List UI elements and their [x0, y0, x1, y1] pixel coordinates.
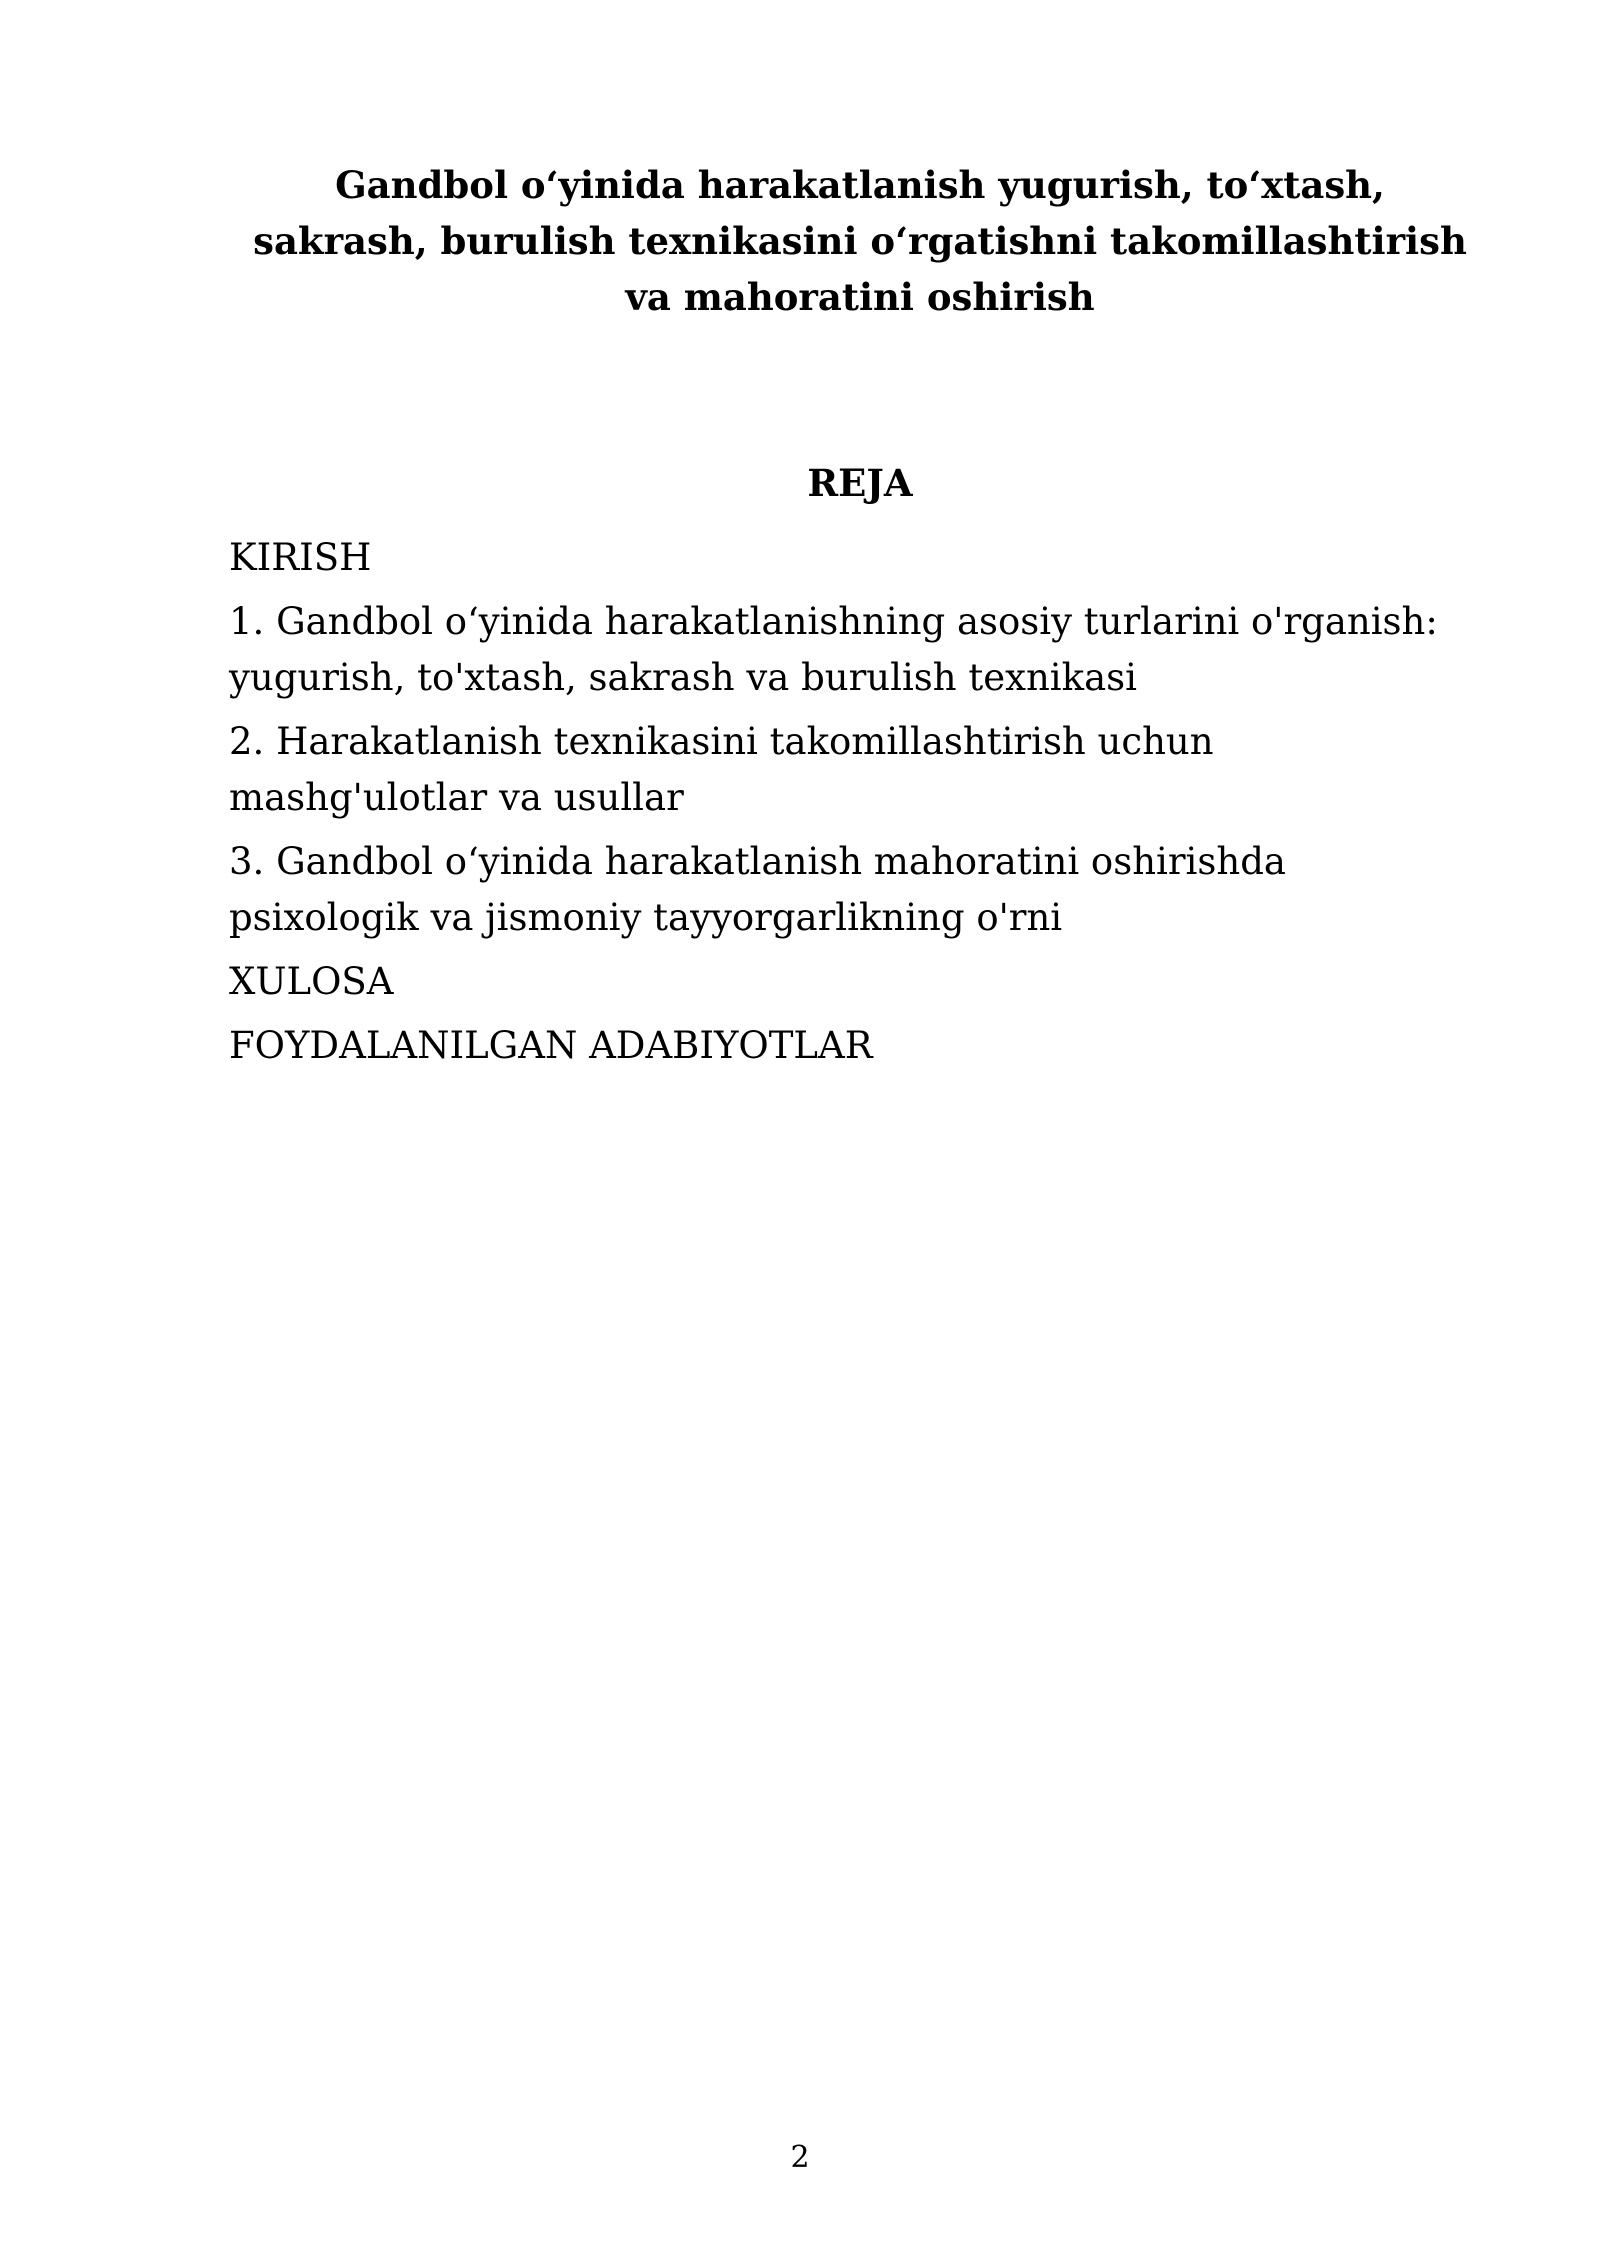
- plan-item-line: 3. Gandbol o‘yinida harakatlanish mahoratini oshirishda: [229, 840, 1286, 883]
- plan-item-1: [229, 594, 1529, 706]
- plan-item-line: psixologik va jismoniy tayyorgarlikning o'rni: [229, 896, 1063, 939]
- plan-list: [229, 530, 1529, 1082]
- title-line: Gandbol o‘yinida harakatlanish yugurish, to‘xtash,: [335, 163, 1385, 207]
- document-title: [230, 157, 1490, 325]
- plan-item-line: KIRISH: [229, 536, 372, 579]
- title-line: va mahoratini oshirish: [625, 275, 1095, 319]
- plan-item-line: yugurish, to'xtash, sakrash va burulish texnikasi: [229, 656, 1137, 699]
- plan-heading: REJA: [807, 461, 913, 505]
- title-line: sakrash, burulish texnikasini o‘rgatishni takomillashtirish: [253, 219, 1467, 263]
- plan-item-line: mashg'ulotlar va usullar: [229, 776, 684, 819]
- plan-item-line: XULOSA: [229, 960, 394, 1003]
- page-number: 2: [790, 2140, 810, 2175]
- plan-item-3: [229, 834, 1529, 946]
- plan-item-conclusion: [229, 954, 1529, 1010]
- plan-item-2: [229, 714, 1529, 826]
- plan-item-introduction: [229, 530, 1529, 586]
- plan-item-line: 1. Gandbol o‘yinida harakatlanishning asosiy turlarini o'rganish:: [229, 600, 1438, 643]
- plan-item-line: FOYDALANILGAN ADABIYOTLAR: [229, 1024, 873, 1067]
- plan-item-line: 2. Harakatlanish texnikasini takomillashtirish uchun: [229, 720, 1214, 763]
- plan-item-references: [229, 1018, 1529, 1074]
